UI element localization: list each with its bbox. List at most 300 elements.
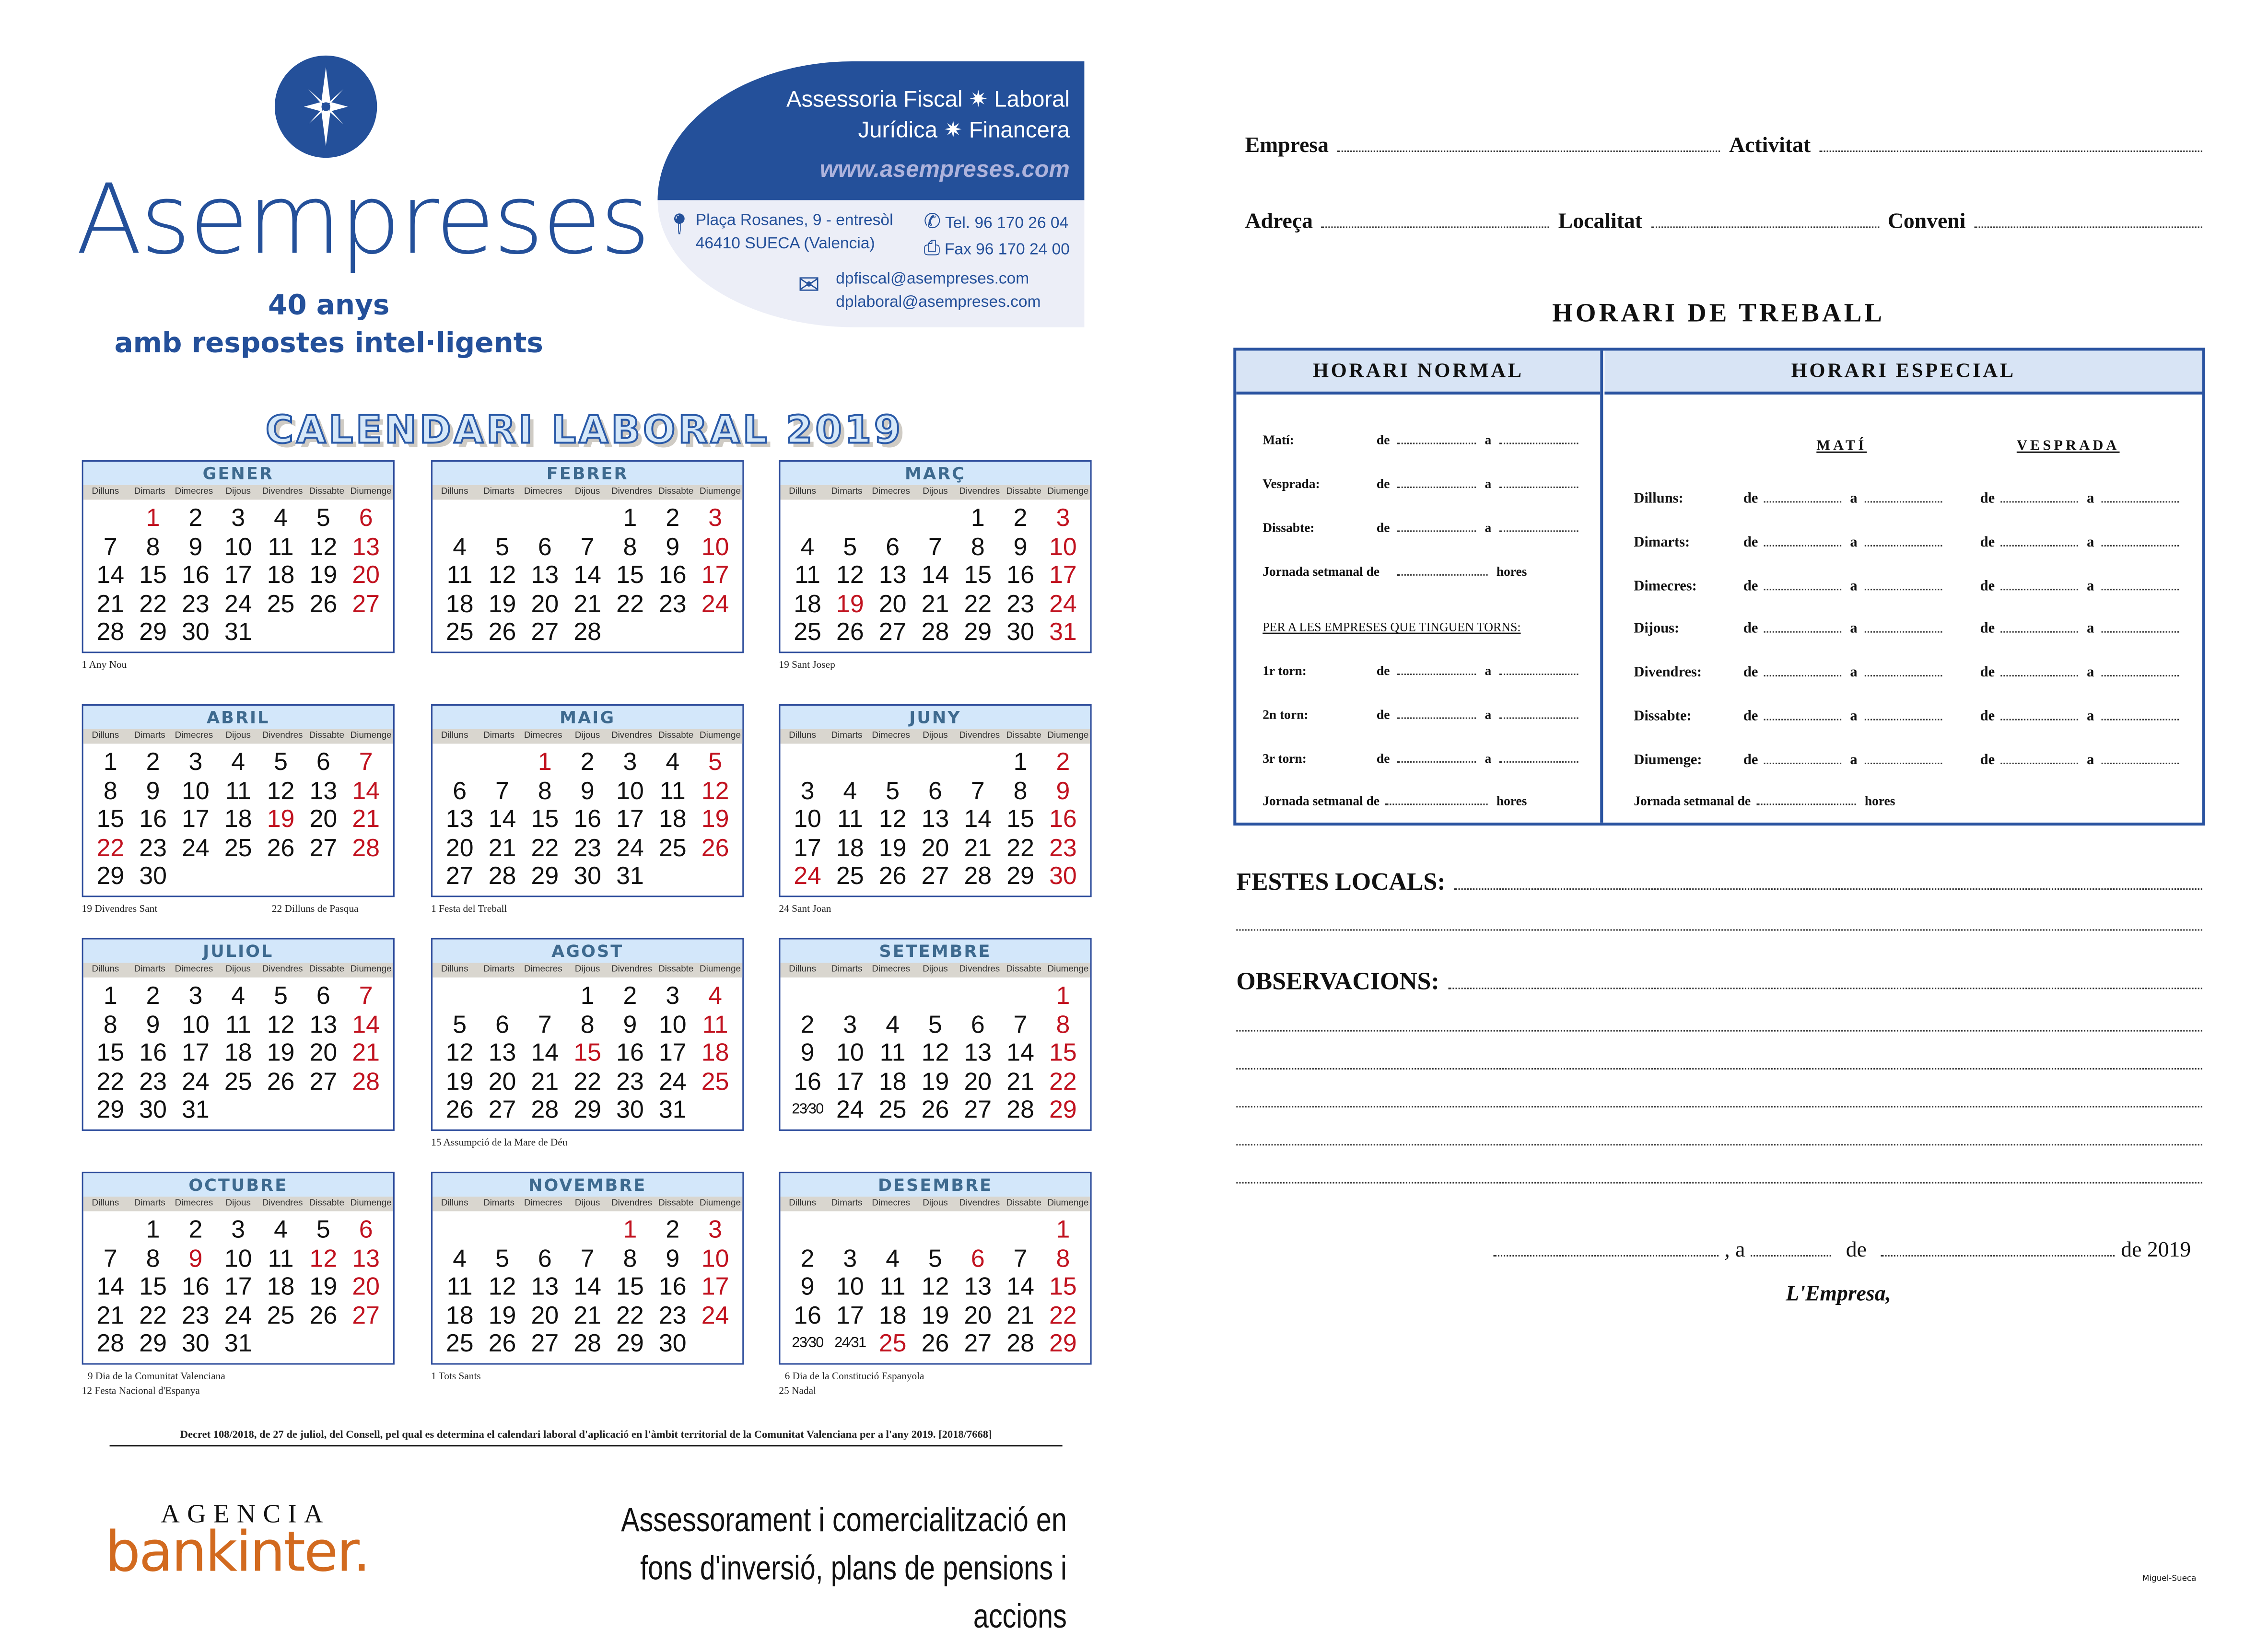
weekday-label: Dijous (923, 1198, 948, 1209)
weekday-label: Dissabte (309, 486, 345, 497)
calendar-day: 17 (182, 805, 210, 833)
day-field[interactable] (1751, 1255, 1832, 1257)
holiday-note: 22 Dilluns de Pasqua (271, 903, 359, 915)
weekday-label: Dilluns (441, 730, 468, 741)
calendar-day: 5 (495, 1244, 509, 1272)
calendar-day: 23⁄30 (792, 1101, 823, 1118)
empty-day (524, 1216, 566, 1244)
vesprada-to-field[interactable] (2102, 719, 2179, 720)
mati-from-field[interactable] (1764, 501, 1842, 502)
month-name: AGOST (433, 940, 742, 963)
email-link[interactable]: dpfiscal@asempreses.com (836, 270, 1029, 288)
weekday-label: Dilluns (441, 964, 468, 975)
calendar-day: 29 (1049, 1329, 1077, 1358)
calendar-day: 23⁄30 (792, 1335, 823, 1352)
calendar-day: 14 (352, 1010, 380, 1038)
calendar-day: 6 (359, 1215, 373, 1244)
torns-title: PER A LES EMPRESES QUE TINGUEN TORNS: (1263, 619, 1521, 634)
month-11 (431, 1172, 744, 1364)
de-label: de (1743, 752, 1758, 768)
calendar-day: 10 (224, 532, 252, 560)
weekday-label: Dimarts (134, 1198, 165, 1209)
weekday-label: Dimarts (831, 964, 863, 975)
from-time-field[interactable] (1397, 761, 1476, 763)
de-label: de (1376, 751, 1390, 766)
mati-to-field[interactable] (1865, 501, 1942, 502)
especial-day-row (1634, 535, 2187, 551)
from-time-field[interactable] (1397, 530, 1476, 532)
weekday-label: Dimarts (483, 964, 515, 975)
calendar-day: 10 (182, 776, 210, 804)
calendar-day: 23 (139, 1067, 167, 1095)
weekday-label: Dijous (225, 730, 251, 741)
promo-line: fons d'inversió, plans de pensions i accions (640, 1548, 1067, 1635)
weekday-label: Dissabte (1006, 730, 1041, 741)
calendar-day: 11 (837, 805, 863, 833)
horari-normal (1236, 350, 1603, 822)
weekday-header (83, 1197, 393, 1211)
vesprada-to-field[interactable] (2102, 632, 2179, 633)
calendar-day: 26 (488, 1329, 516, 1358)
calendar-day: 12 (701, 776, 729, 804)
jornada-row (1263, 793, 1527, 808)
calendar-day: 3 (708, 1215, 722, 1244)
phone-icon: ✆ (924, 209, 941, 233)
vesprada-from-field[interactable] (2000, 675, 2078, 677)
a-label: a (2087, 665, 2094, 681)
website-link[interactable]: www.asempreses.com (819, 158, 1070, 183)
calendar-day: 14 (96, 561, 125, 589)
weekday-label: Diumenge (1047, 486, 1089, 497)
weekday-label: Dilluns (92, 964, 119, 975)
mati-to-field[interactable] (1865, 545, 1942, 546)
calendar-title: CALENDARI LABORAL 2019 (265, 409, 904, 453)
month-name: MAIG (433, 706, 742, 729)
from-time-field[interactable] (1397, 717, 1476, 719)
de-label: de (1980, 534, 1995, 551)
calendar-day: 1 (970, 504, 985, 532)
mati-from-field[interactable] (1764, 632, 1842, 633)
weekday-label: Diumenge (700, 964, 741, 975)
contact-card (657, 61, 1084, 327)
calendar-day: 26 (309, 1301, 338, 1329)
calendar-day: 3 (800, 776, 815, 804)
calendar-day: 26 (267, 1067, 295, 1095)
calendar-day: 25 (794, 618, 821, 646)
calendar-day: 14 (488, 805, 516, 833)
calendar-day: 26 (921, 1095, 949, 1124)
weekday-label: Diumenge (700, 1198, 741, 1209)
calendar-day: 17 (836, 1067, 864, 1095)
empty-day (89, 1216, 132, 1244)
calendar-day: 21 (1006, 1067, 1034, 1095)
calendar-day: 19 (445, 1067, 474, 1095)
mati-from-field[interactable] (1764, 719, 1842, 720)
calendar-day: 23 (573, 833, 601, 861)
days-grid (433, 744, 742, 890)
address-line: 46410 SUECA (Valencia) (695, 235, 875, 253)
holiday-note: 1 Festa del Treball (431, 903, 507, 915)
to-time-field[interactable] (1499, 674, 1578, 675)
calendar-day: 17 (224, 561, 252, 589)
calendar-day: 10 (1049, 532, 1077, 560)
mati-to-field[interactable] (1865, 762, 1942, 764)
calendar-day: 5 (274, 748, 288, 776)
calendar-day: 4 (231, 748, 246, 776)
weekday-label: Dissabte (658, 1198, 694, 1209)
calendar-day: 29 (573, 1095, 601, 1124)
weekday-header (433, 1197, 742, 1211)
calendar-day: 25 (701, 1067, 729, 1095)
calendar-day: 15 (139, 561, 167, 589)
calendar-day: 12 (267, 1010, 295, 1038)
de-label: de (1376, 707, 1390, 722)
a-label: a (2087, 578, 2094, 594)
empty-day (914, 1216, 957, 1244)
calendar-day: 15 (573, 1038, 601, 1067)
vesprada-from-field[interactable] (2000, 588, 2078, 590)
empty-day (566, 1216, 609, 1244)
holiday-note: 1 Any Nou (82, 659, 127, 671)
weekday-header (433, 485, 742, 500)
empty-day (914, 504, 957, 532)
weekday-label: Dijous (923, 964, 948, 975)
weekday-label: Dilluns (92, 730, 119, 741)
weekday-label: Dimecres (872, 964, 911, 975)
weekday-label: Dilluns (441, 486, 468, 497)
calendar-day: 22 (96, 833, 125, 861)
adreca-label: Adreça (1245, 210, 1313, 234)
calendar-day: 21 (96, 589, 125, 617)
weekday-label: Diumenge (350, 730, 392, 741)
calendar-day: 23 (182, 1301, 210, 1329)
localitat-label: Localitat (1558, 210, 1643, 234)
vesprada-from-field[interactable] (2000, 719, 2078, 720)
a-label: a (1485, 663, 1492, 678)
calendar-day: 23 (616, 1067, 644, 1095)
mati-from-field[interactable] (1764, 545, 1842, 546)
calendar-day: 19 (921, 1301, 949, 1329)
calendar-day: 5 (708, 748, 722, 776)
weekday-label: Diumenge (350, 486, 392, 497)
calendar-day: 26 (878, 862, 907, 890)
empty-day (438, 504, 481, 532)
calendar-day: 13 (531, 561, 559, 589)
mati-from-field[interactable] (1764, 762, 1842, 764)
signature-label: L'Empresa, (1786, 1282, 1892, 1306)
weekday-label: Dimecres (872, 486, 911, 497)
calendar-day: 7 (103, 532, 117, 560)
calendar-day: 4 (231, 982, 246, 1010)
calendar-day: 7 (495, 776, 509, 804)
calendar-day: 2 (146, 982, 160, 1010)
calendar-day: 13 (352, 1244, 380, 1272)
calendar-day: 21 (921, 589, 949, 617)
place-field[interactable] (1494, 1255, 1719, 1257)
calendar-day: 1 (1056, 1215, 1070, 1244)
calendar-day: 21 (352, 805, 380, 833)
mati-to-field[interactable] (1865, 588, 1942, 590)
observacions-line[interactable] (1236, 1182, 2202, 1184)
days-grid (433, 978, 742, 1124)
calendar-day: 4 (886, 1010, 900, 1038)
calendar-day: 3 (188, 748, 203, 776)
calendar-day: 9 (146, 1010, 160, 1038)
row-label: Dissabte: (1263, 520, 1315, 535)
promo-line: Assessorament i comercialització en (621, 1500, 1067, 1539)
calendar-day: 19 (878, 833, 907, 861)
calendar-day: 29 (964, 618, 992, 646)
weekday-label: Divendres (611, 1198, 652, 1209)
weekday-label: Dimarts (134, 486, 165, 497)
calendar-day: 2 (800, 1010, 815, 1038)
month-field[interactable] (1881, 1255, 2115, 1257)
adreca-field[interactable] (1321, 226, 1549, 228)
weekday-label: Dimecres (175, 486, 213, 497)
calendar-day: 8 (623, 1244, 637, 1272)
to-time-field[interactable] (1499, 487, 1578, 488)
calendar-day: 11 (879, 1038, 906, 1067)
email-link[interactable]: dplaboral@asempreses.com (836, 293, 1041, 312)
observacions-line[interactable] (1236, 1030, 2202, 1032)
to-time-field[interactable] (1499, 530, 1578, 532)
month-name: GENER (83, 462, 393, 485)
calendar-day: 8 (538, 776, 552, 804)
weekday-header (780, 1197, 1090, 1211)
empty-day (914, 982, 957, 1010)
calendar-day: 13 (964, 1038, 992, 1067)
calendar-day: 4 (453, 1244, 467, 1272)
calendar-day: 12 (921, 1038, 949, 1067)
calendar-day: 30 (616, 1095, 644, 1124)
calendar-day: 1 (103, 982, 117, 1010)
calendar-day: 23 (1006, 589, 1034, 617)
calendar-day: 31 (616, 862, 644, 890)
calendar-day: 24 (182, 833, 210, 861)
observacions-line[interactable] (1236, 1106, 2202, 1107)
calendar-day: 14 (921, 561, 949, 589)
calendar-day: 28 (573, 1329, 601, 1358)
calendar-day: 15 (139, 1272, 167, 1301)
month-7 (82, 938, 395, 1131)
calendar-day: 10 (616, 776, 644, 804)
jornada-label: Jornada setmanal de (1634, 793, 1751, 808)
conveni-field[interactable] (1975, 226, 2202, 228)
vesprada-from-field[interactable] (2000, 501, 2078, 502)
calendar-day: 15 (531, 805, 559, 833)
weekday-label: Divendres (262, 964, 303, 975)
conveni-label: Conveni (1887, 210, 1966, 234)
calendar-day: 16 (139, 1038, 167, 1067)
observacions-line[interactable] (1236, 1144, 2202, 1145)
vesprada-to-field[interactable] (2102, 545, 2179, 546)
month-5 (431, 704, 744, 897)
vesprada-to-field[interactable] (2102, 675, 2179, 677)
vesprada-to-field[interactable] (2102, 588, 2179, 590)
a-label: a (1485, 432, 1492, 447)
calendar-day: 20 (309, 805, 338, 833)
tagline-line-1: 40 anys (268, 289, 390, 322)
holiday-note: 25 Nadal (779, 1384, 817, 1397)
festes-locals-line[interactable] (1236, 929, 2202, 931)
calendar-day: 25 (445, 1329, 474, 1358)
mati-to-field[interactable] (1865, 675, 1942, 677)
calendar-day: 2 (580, 748, 595, 776)
weekday-label: Dilluns (441, 1198, 468, 1209)
calendar-day: 31 (182, 1095, 210, 1124)
calendar-day: 31 (658, 1095, 687, 1124)
decree-note: Decret 108/2018, de 27 de juliol, del Consell, pel qual es determina el calendari laboral d'aplicació en l'àmbit territorial de la Comunitat Valenciana per a l'any 2019. [2018/7668] (110, 1428, 1063, 1447)
calendar-day: 30 (182, 618, 210, 646)
calendar-day: 22 (1049, 1301, 1077, 1329)
to-time-field[interactable] (1499, 442, 1578, 444)
observacions-line[interactable] (1236, 1068, 2202, 1070)
empty-day (871, 504, 914, 532)
calendar-day: 20 (309, 1038, 338, 1067)
weekday-label: Diumenge (1047, 1198, 1089, 1209)
calendar-day: 10 (794, 805, 821, 833)
weekday-label: Dimarts (134, 964, 165, 975)
row-label: 1r torn: (1263, 663, 1307, 678)
month-9 (779, 938, 1091, 1131)
from-time-field[interactable] (1397, 674, 1476, 675)
a-label: a (1485, 476, 1492, 491)
calendar-day: 15 (616, 561, 644, 589)
envelope-icon: ✉ (798, 270, 820, 300)
calendar-day: 11 (659, 776, 686, 804)
calendar-day: 2 (1013, 504, 1028, 532)
calendar-day: 2 (666, 1215, 680, 1244)
calendar-day: 7 (103, 1244, 117, 1272)
calendar-day: 2 (188, 1215, 203, 1244)
calendar-day: 25 (878, 1329, 907, 1358)
day-label: Dimecres: (1634, 578, 1697, 594)
weekday-label: Dimarts (831, 486, 863, 497)
empty-day (481, 982, 524, 1010)
calendar-day: 25 (224, 1067, 252, 1095)
de-label: de (1376, 520, 1390, 535)
month-name: NOVEMBRE (433, 1173, 742, 1197)
mati-from-field[interactable] (1764, 675, 1842, 677)
jornada-label: Jornada setmanal de (1263, 793, 1380, 808)
empty-day (786, 748, 829, 776)
calendar-day: 15 (96, 805, 125, 833)
calendar-day: 25 (445, 618, 474, 646)
calendar-day: 18 (445, 1301, 474, 1329)
calendar-day: 18 (445, 589, 474, 617)
calendar-day: 30 (182, 1329, 210, 1358)
calendar-day: 4 (274, 1215, 288, 1244)
hours-field[interactable] (1385, 803, 1487, 805)
observacions-field[interactable] (1448, 988, 2202, 989)
calendar-day: 9 (188, 1244, 203, 1272)
calendar-day: 11 (446, 1272, 473, 1301)
festes-locals-field[interactable] (1454, 888, 2202, 890)
to-time-field[interactable] (1499, 717, 1578, 719)
a-label: a (1850, 665, 1858, 681)
days-grid (780, 1211, 1090, 1358)
calendar-day: 16 (182, 1272, 210, 1301)
vesprada-from-field[interactable] (2000, 545, 2078, 546)
a-label: a (2087, 752, 2094, 768)
a-label: a (1850, 752, 1858, 768)
calendar-day: 16 (794, 1067, 821, 1095)
agencia-label: AGENCIA (161, 1499, 330, 1528)
hours-field[interactable] (1397, 574, 1488, 576)
empresa-row (1245, 134, 2202, 159)
calendar-day: 5 (274, 982, 288, 1010)
calendar-day: 9 (1056, 776, 1070, 804)
vesprada-to-field[interactable] (2102, 762, 2179, 764)
month-10 (82, 1172, 395, 1364)
empty-day (871, 1216, 914, 1244)
calendar-day: 14 (1006, 1272, 1034, 1301)
weekday-label: Dissabte (658, 730, 694, 741)
calendar-day: 7 (359, 982, 373, 1010)
calendar-day: 9 (146, 776, 160, 804)
de-label: de (1376, 432, 1390, 447)
hours-field[interactable] (1756, 803, 1856, 805)
de-label: de (1743, 578, 1758, 594)
calendar-day: 10 (658, 1010, 687, 1038)
empty-day (524, 504, 566, 532)
mati-from-field[interactable] (1764, 588, 1842, 590)
empty-day (481, 504, 524, 532)
month-2 (431, 460, 744, 653)
empty-day (438, 748, 481, 776)
hores-label: hores (1496, 793, 1527, 808)
calendar-day: 1 (580, 982, 595, 1010)
mati-to-field[interactable] (1865, 632, 1942, 633)
torn-row (1263, 707, 1587, 722)
calendar-day: 25 (836, 862, 864, 890)
calendar-day: 13 (488, 1038, 516, 1067)
mati-header: MATÍ (1816, 438, 1867, 454)
vesprada-from-field[interactable] (2000, 632, 2078, 633)
empresa-field[interactable] (1337, 151, 1720, 152)
sign-year-label: de 2019 (2121, 1239, 2191, 1263)
calendar-day: 17 (701, 561, 729, 589)
compass-logo-icon (275, 56, 377, 158)
weekday-label: Dimecres (175, 964, 213, 975)
weekday-label: Dimarts (483, 1198, 515, 1209)
calendar-day: 8 (970, 532, 985, 560)
mati-to-field[interactable] (1865, 719, 1942, 720)
vesprada-to-field[interactable] (2102, 501, 2179, 502)
localitat-field[interactable] (1651, 226, 1879, 228)
to-time-field[interactable] (1499, 761, 1578, 763)
weekday-label: Dissabte (309, 964, 345, 975)
calendar-day: 15 (1049, 1038, 1077, 1067)
calendar-day: 27 (309, 833, 338, 861)
weekday-header (780, 729, 1090, 744)
activitat-field[interactable] (1819, 151, 2202, 152)
a-label: a (1850, 534, 1858, 551)
from-time-field[interactable] (1397, 487, 1476, 488)
calendar-day: 7 (580, 532, 595, 560)
calendar-day: 27 (964, 1095, 992, 1124)
day-label: Dimarts: (1634, 534, 1690, 551)
calendar-day: 28 (1006, 1329, 1034, 1358)
vesprada-from-field[interactable] (2000, 762, 2078, 764)
calendar-day: 18 (878, 1301, 907, 1329)
calendar-day: 2 (666, 504, 680, 532)
calendar-day: 12 (836, 561, 864, 589)
calendar-day: 6 (886, 532, 900, 560)
calendar-day: 16 (1049, 805, 1077, 833)
calendar-day: 28 (964, 862, 992, 890)
from-time-field[interactable] (1397, 442, 1476, 444)
